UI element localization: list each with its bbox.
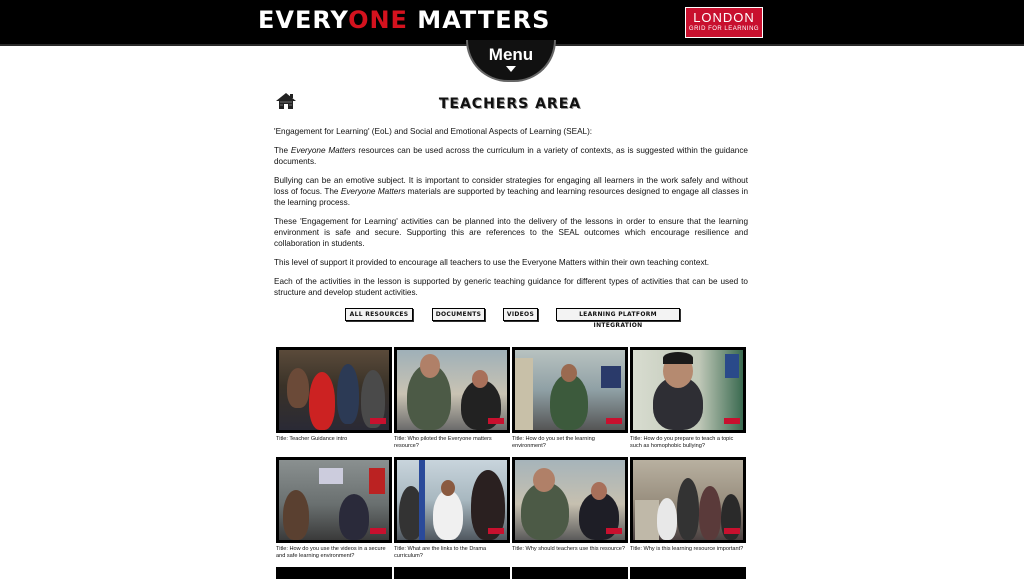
video-badge (488, 528, 504, 534)
partner-logo-subtitle: GRID FOR LEARNING (688, 26, 760, 32)
text-span: resources can be used across the curriculum in a variety of contexts, as is suggested within the guidance documents. (274, 146, 748, 166)
brand-text-one: ONE (348, 6, 408, 34)
paragraph-bullying (274, 175, 748, 208)
filter-all-resources-button[interactable]: ALL RESOURCES (345, 308, 413, 321)
figure (550, 374, 588, 430)
figure (533, 468, 555, 492)
figure (420, 354, 440, 378)
figure (657, 498, 677, 540)
video-title[interactable]: Title: How do you set the learning environment? (512, 436, 595, 449)
video-badge (606, 528, 622, 534)
brand-text-every: EVERY (258, 6, 349, 34)
video-thumbnail[interactable] (394, 457, 510, 543)
figure (663, 352, 693, 364)
video-card[interactable] (394, 567, 510, 579)
video-card[interactable] (394, 347, 510, 450)
video-title[interactable]: Title: Why is this learning resource important? (630, 546, 744, 552)
figure (472, 370, 488, 388)
video-badge (724, 418, 740, 424)
home-icon[interactable] (275, 92, 297, 110)
paragraph-curriculum (274, 145, 748, 167)
video-thumbnail[interactable] (630, 347, 746, 433)
video-badge (370, 528, 386, 534)
video-title[interactable]: Title: What are the links to the Drama curriculum? (394, 546, 487, 559)
video-thumbnail[interactable] (512, 347, 628, 433)
video-card[interactable] (630, 347, 746, 450)
video-card[interactable] (276, 347, 392, 443)
video-title[interactable]: Title: Who piloted the Everyone matters resource? (394, 436, 492, 449)
text-span: The (274, 146, 291, 155)
figure (319, 468, 343, 484)
figure (419, 460, 425, 540)
video-badge (370, 418, 386, 424)
figure (369, 468, 385, 494)
figure (287, 368, 309, 408)
video-thumbnail[interactable] (394, 347, 510, 433)
site-logo[interactable] (258, 6, 550, 36)
video-title[interactable]: Title: Teacher Guidance intro (276, 436, 348, 442)
filter-videos-button[interactable]: VIDEOS (503, 308, 538, 321)
figure (283, 490, 309, 540)
figure (441, 480, 455, 496)
video-card[interactable] (630, 457, 746, 553)
video-thumbnail[interactable] (630, 567, 746, 579)
video-thumbnail[interactable] (276, 457, 392, 543)
figure (337, 364, 359, 424)
paragraph-engagement: These 'Engagement for Learning' activities can be planned into the delivery of the lessons in order to ensure that the learning environment is safe and secure. Supporting this are references to the SEAL outcomes which encourage resilience and collaboration in students. (274, 217, 748, 248)
video-thumbnail[interactable] (512, 567, 628, 579)
text-emphasis: Everyone Matters (340, 187, 406, 196)
chevron-down-icon (506, 66, 516, 72)
figure (725, 354, 739, 378)
menu-button[interactable] (466, 40, 556, 82)
figure (635, 500, 659, 540)
figure (339, 494, 369, 540)
figure (591, 482, 607, 500)
video-card[interactable] (512, 457, 628, 553)
resource-filter-bar (345, 308, 685, 329)
figure (677, 478, 699, 540)
paragraph-activities: Each of the activities in the lesson is supported by generic teaching guidance for different types of activities that can be used to structure and develop student activities. (274, 277, 748, 297)
text-span: materials are supported by teaching and learning resources designed to engage all classes in the learning process. (274, 187, 749, 207)
video-badge (724, 528, 740, 534)
page-title: TEACHERS AREA (438, 96, 582, 112)
video-card[interactable] (512, 567, 628, 579)
figure (699, 486, 721, 540)
paragraph-eol: 'Engagement for Learning' (EoL) and Social and Emotional Aspects of Learning (SEAL): (274, 127, 593, 136)
partner-logo-title: LONDON (693, 10, 755, 25)
figure (515, 358, 533, 430)
video-thumbnail[interactable] (276, 347, 392, 433)
intro-text (274, 126, 748, 306)
video-thumbnail[interactable] (512, 457, 628, 543)
video-card[interactable] (276, 567, 392, 579)
video-badge (606, 418, 622, 424)
figure (309, 372, 335, 430)
video-card[interactable] (276, 457, 392, 560)
video-card[interactable] (630, 567, 746, 579)
video-title[interactable]: Title: How do you prepare to teach a topic such as homophobic bullying? (630, 436, 734, 449)
video-thumbnail[interactable] (630, 457, 746, 543)
figure (561, 364, 577, 382)
filter-documents-button[interactable]: DOCUMENTS (432, 308, 485, 321)
video-badge (488, 418, 504, 424)
figure (433, 490, 463, 540)
partner-logo-london-grid[interactable] (685, 7, 763, 38)
figure (601, 366, 621, 388)
video-title[interactable]: Title: Why should teachers use this resource? (512, 546, 625, 552)
video-title[interactable]: Title: How do you use the videos in a secure and safe learning environment? (276, 546, 386, 559)
video-thumbnail[interactable] (394, 567, 510, 579)
filter-learning-platform-button[interactable]: LEARNING PLATFORM INTEGRATION (556, 308, 680, 321)
menu-label: Menu (488, 45, 534, 64)
text-emphasis: Everyone Matters (290, 146, 356, 155)
video-card[interactable] (394, 457, 510, 560)
text-span: Bullying can be an emotive subject. It is important to consider strategies for engaging all learners in the work safely and without loss of focus. The (274, 176, 748, 196)
video-thumbnail[interactable] (276, 567, 392, 579)
video-card[interactable] (512, 347, 628, 450)
paragraph-support: This level of support it provided to encourage all teachers to use the Everyone Matters within their own teaching context. (274, 258, 710, 267)
brand-text-matters: MATTERS (407, 6, 551, 34)
